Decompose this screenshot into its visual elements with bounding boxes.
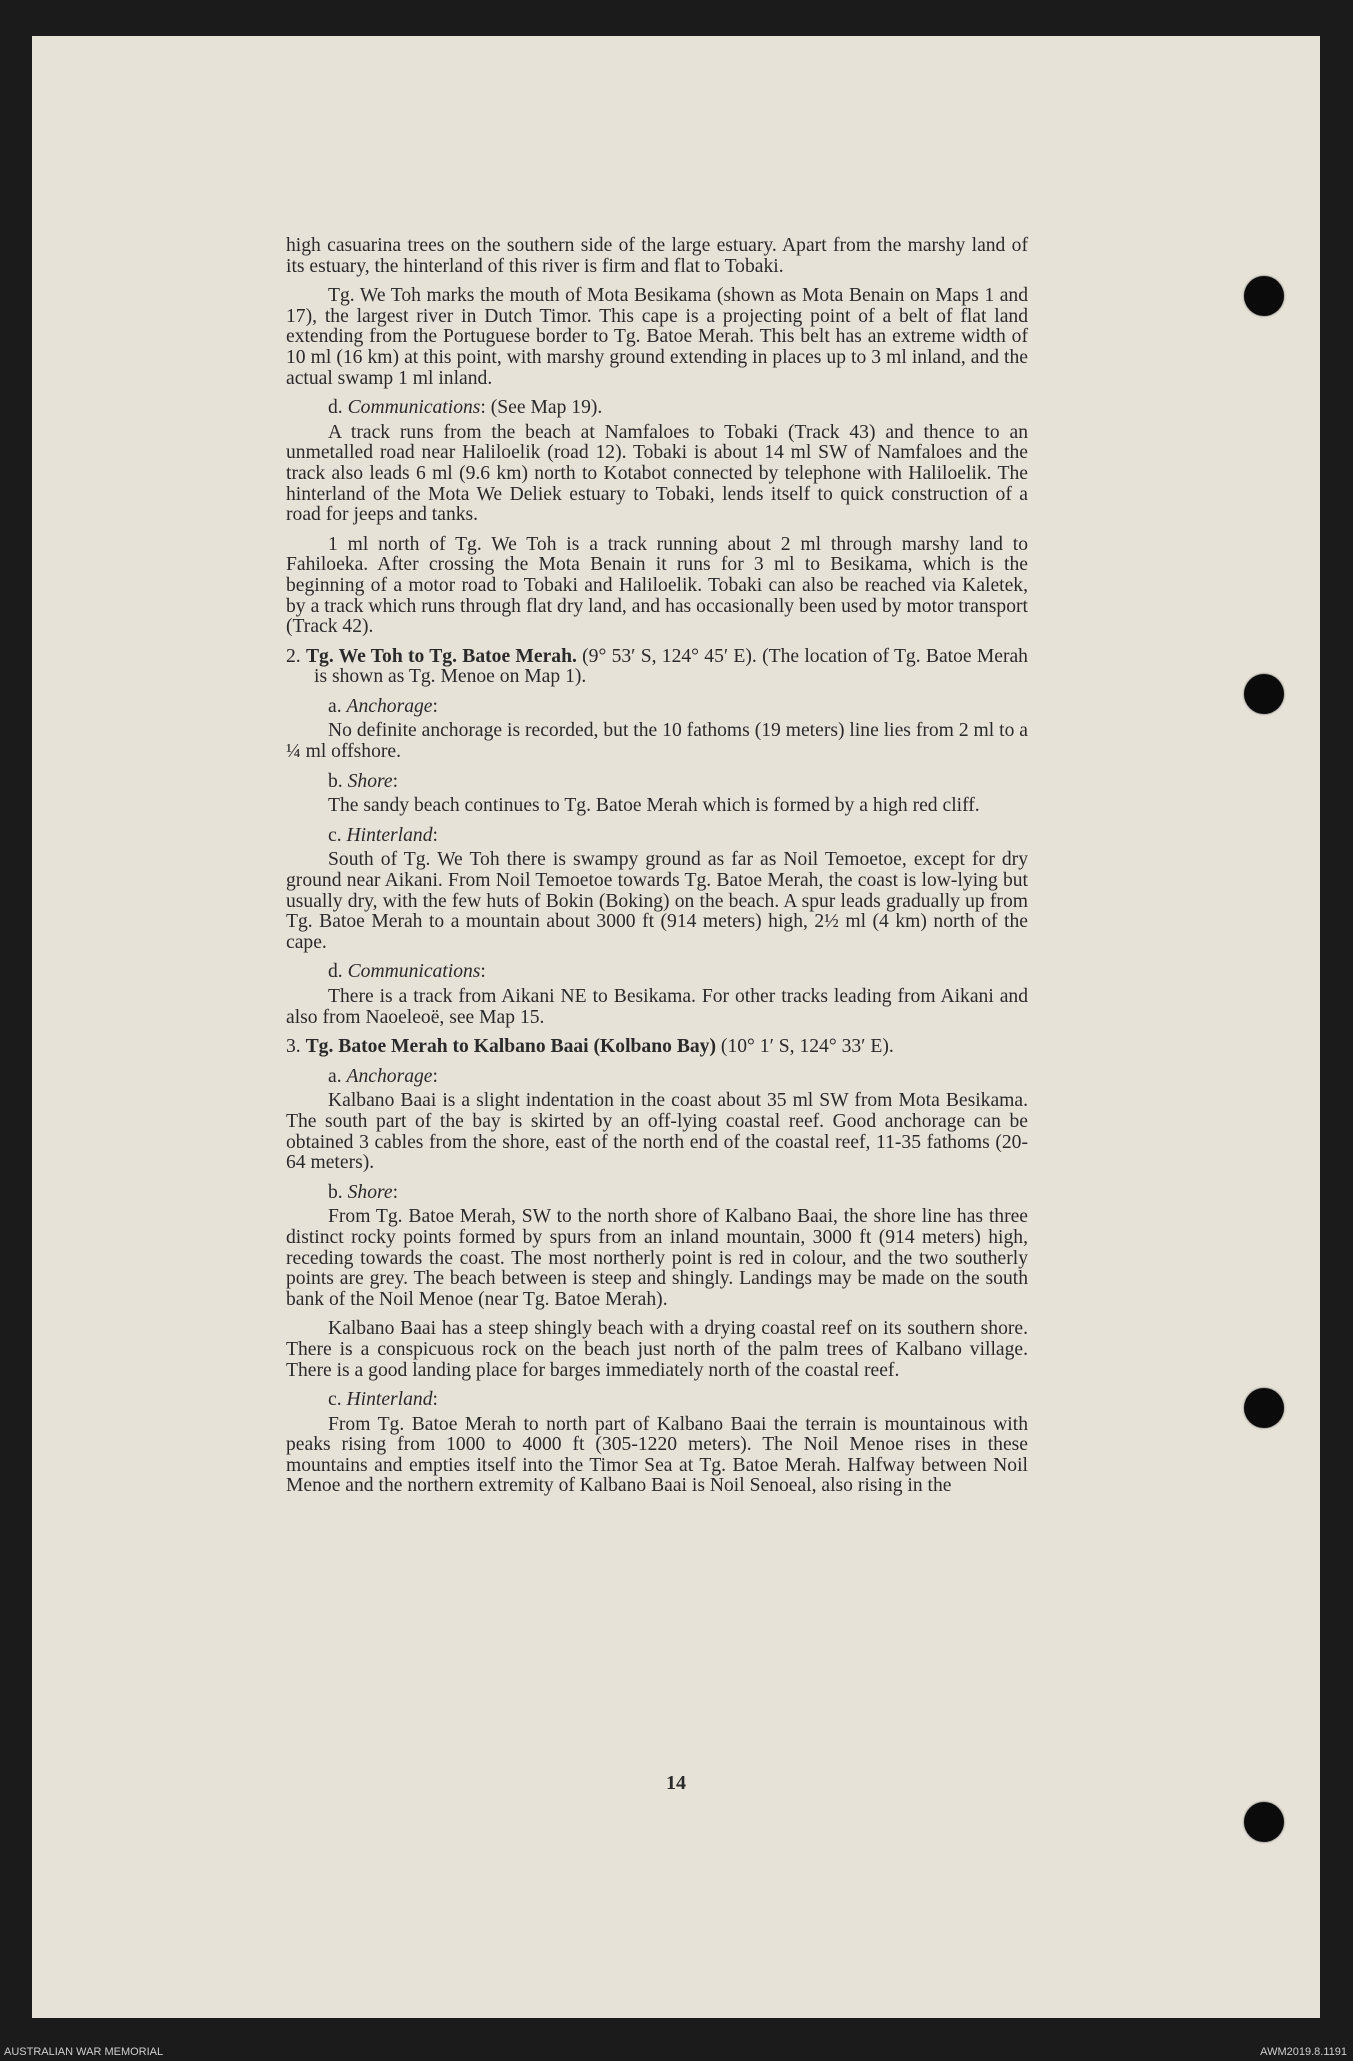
section-rest: (9° 53′ S, 124° 45′ E). (The location of Tg. Batoe Merah is shown as Tg. Menoe on Map 1). [314, 645, 1028, 688]
subheading-title: Communications [347, 397, 481, 419]
paragraph: A track runs from the beach at Namfaloes to Tobaki (Track 43) and thence to an unmetalled road near Haliloelik (road 12). Tobaki is about 14 ml SW of Namfaloes and the track also leads 6 ml (9.6 km) north to Kotabot connected by telephone with Haliloelik. The hinterland of the Mota We Deliek estuary to Tobaki, lends itself to quick construction of a road for jeeps and tanks. [286, 421, 1028, 526]
paragraph: high casuarina trees on the southern side of the large estuary. Apart from the marshy land of its estuary, the hinterland of this river is firm and flat to Tobaki. [286, 235, 1028, 277]
binder-hole [1244, 276, 1284, 316]
subheading-letter: a. [328, 695, 342, 717]
subheading-title: Anchorage [346, 695, 433, 717]
document-page [32, 36, 1320, 2018]
paragraph: Kalbano Baai is a slight indentation in the coast about 35 ml SW from Mota Besikama. The south part of the bay is skirted by an off-lying coastal reef. Good anchorage can be obtained 3 cables from the shore, east of the north end of the coastal reef, 11-35 fathoms (20-64 meters). [286, 1090, 1028, 1174]
subheading-letter: d. [328, 397, 343, 419]
subheading-title: Hinterland [346, 824, 433, 846]
section-number: 2. [286, 645, 301, 667]
subheading-letter: b. [328, 770, 343, 792]
paragraph: 1 ml north of Tg. We Toh is a track running about 2 ml through marshy land to Fahiloeka. After crossing the Mota Benain it runs for 3 ml to Besikama, which is the beginning of a motor road to Tobaki and Haliloelik. Tobaki can also be reached via Kaletek, by a track which runs through flat dry land, and has occasionally been used by motor transport (Track 42). [286, 533, 1028, 638]
subheading-letter: d. [328, 961, 343, 983]
subheading: c. Hinterland: [328, 1389, 438, 1411]
subheading-letter: c. [328, 1389, 342, 1411]
subheading-letter: a. [328, 1065, 342, 1087]
section-number: 3. [286, 1036, 301, 1058]
subheading: d. Communications: [328, 961, 486, 983]
paragraph: There is a track from Aikani NE to Besikama. For other tracks leading from Aikani and also from Naoeleoë, see Map 15. [286, 986, 1028, 1028]
subheading [286, 398, 1028, 419]
subheading-title: Anchorage [346, 1065, 433, 1087]
paragraph: From Tg. Batoe Merah, SW to the north shore of Kalbano Baai, the shore line has three distinct rocky points formed by spurs from an inland mountain, 3000 ft (914 meters) high, receding towards the coast. The most northerly point is red in colour, and the two southerly points are grey. The beach between is steep and shingly. Landings may be made on the south bank of the Noil Menoe (near Tg. Batoe Merah). [286, 1206, 1028, 1310]
binder-hole [1244, 1802, 1284, 1842]
footer-credit: AUSTRALIAN WAR MEMORIAL [4, 2046, 164, 2058]
body-text [286, 236, 1028, 1506]
subheading-letter: b. [328, 1181, 343, 1203]
paragraph: The sandy beach continues to Tg. Batoe Merah which is formed by a high red cliff. [328, 795, 980, 817]
subheading: b. Shore: [328, 1181, 399, 1203]
paragraph: From Tg. Batoe Merah to north part of Kalbano Baai the terrain is mountainous with peaks rising from 1000 to 4000 ft (305-1220 meters). The Noil Menoe rises in these mountains and empties itself into the Timor Sea at Tg. Batoe Merah. Halfway between Noil Menoe and the northern extremity of Kalbano Baai is Noil Senoeal, also rising in the [286, 1413, 1028, 1497]
paragraph: Tg. We Toh marks the mouth of Mota Besikama (shown as Mota Benain on Maps 1 and 17), the largest river in Dutch Timor. This cape is a projecting point of a belt of flat land extending from the Portuguese border to Tg. Batoe Merah. This belt has an extreme width of 10 ml (16 km) at this point, with marshy ground extending in places up to 3 ml inland, and the actual swamp 1 ml inland. [286, 285, 1028, 389]
subheading-title: Hinterland [346, 1389, 433, 1411]
section-heading [286, 1037, 1028, 1058]
subheading-rest: : (See Map 19). [480, 397, 603, 419]
subheading-title: Shore [347, 770, 393, 792]
binder-hole [1244, 1388, 1284, 1428]
section-heading [286, 647, 1028, 688]
binder-hole [1244, 674, 1284, 714]
page-number: 14 [666, 1772, 686, 1794]
paragraph: Kalbano Baai has a steep shingly beach with a drying coastal reef on its southern shore. There is a conspicuous rock on the beach just north of the palm trees of Kalbano village. There is a good landing place for barges immediately north of the coastal reef. [286, 1318, 1028, 1381]
subheading: c. Hinterland: [328, 824, 438, 846]
paragraph: South of Tg. We Toh there is swampy ground as far as Noil Temoetoe, except for dry ground near Aikani. From Noil Temoetoe towards Tg. Batoe Merah, the coast is low-lying but usually dry, with the few huts of Bokin (Boking) on the beach. A spur leads gradually up from Tg. Batoe Merah to a mountain about 3000 ft (914 meters) high, 2½ ml (4 km) north of the cape. [286, 849, 1028, 953]
subheading: b. Shore: [328, 770, 399, 792]
subheading-title: Shore [347, 1181, 393, 1203]
subheading-title: Communications [347, 961, 481, 983]
subheading-letter: c. [328, 824, 342, 846]
footer-accession-number: AWM2019.8.1191 [1260, 2046, 1347, 2058]
subheading: a. Anchorage: [328, 1065, 438, 1087]
section-rest: (10° 1′ S, 124° 33′ E). [720, 1036, 894, 1058]
paragraph: No definite anchorage is recorded, but the 10 fathoms (19 meters) line lies from 2 ml to a ¼ ml offshore. [286, 720, 1028, 763]
subheading: a. Anchorage: [328, 695, 438, 717]
section-title: Tg. We Toh to Tg. Batoe Merah. [305, 645, 577, 667]
section-title: Tg. Batoe Merah to Kalbano Baai (Kolbano Bay) [305, 1036, 717, 1058]
